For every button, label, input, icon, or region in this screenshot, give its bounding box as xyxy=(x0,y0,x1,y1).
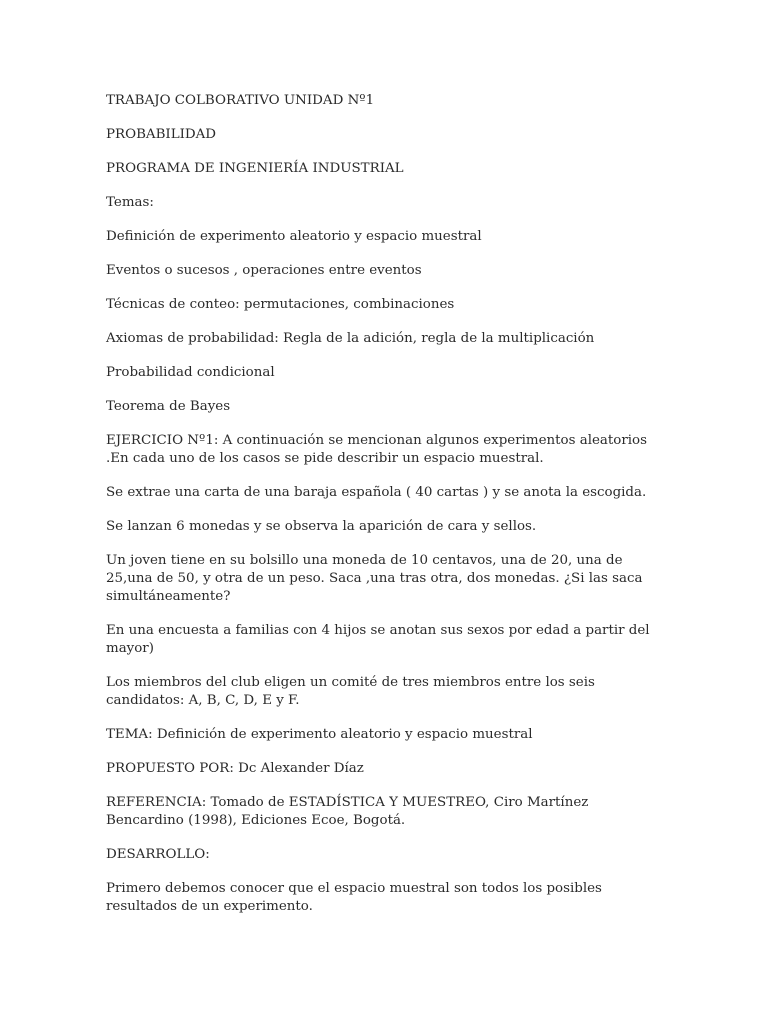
exercise-item: En una encuesta a familias con 4 hijos se anotan sus sexos por edad a partir del mayor) xyxy=(106,623,650,656)
exercise-item: Se extrae una carta de una baraja española ( 40 cartas ) y se anota la escogida. xyxy=(106,485,647,500)
exercise-item: Un joven tiene en su bolsillo una moneda de 10 centavos, una de 20, una de 25,una de 50, y otra de un peso. Saca ,una tras otra, dos monedas. ¿Si las saca simultáneamente? xyxy=(106,553,643,604)
topic-item: Axiomas de probabilidad: Regla de la adición, regla de la multiplicación xyxy=(106,331,595,346)
exercise-statement: EJERCICIO Nº1: A continuación se mencionan algunos experimentos aleatorios .En cada uno de los casos se pide describir un espacio muestral. xyxy=(106,433,647,466)
topic-item: Eventos o sucesos , operaciones entre eventos xyxy=(106,263,422,278)
theme-line: TEMA: Definición de experimento aleatorio y espacio muestral xyxy=(106,727,533,742)
topics-label: Temas: xyxy=(106,195,154,210)
document-title: TRABAJO COLBORATIVO UNIDAD Nº1 xyxy=(106,93,375,108)
reference-line: REFERENCIA: Tomado de ESTADÍSTICA Y MUESTREO, Ciro Martínez Bencardino (1998), Ediciones Ecoe, Bogotá. xyxy=(106,795,589,828)
program-heading: PROGRAMA DE INGENIERÍA INDUSTRIAL xyxy=(106,161,404,176)
exercise-item: Se lanzan 6 monedas y se observa la aparición de cara y sellos. xyxy=(106,519,537,534)
topic-item: Probabilidad condicional xyxy=(106,365,275,380)
topic-item: Técnicas de conteo: permutaciones, combinaciones xyxy=(106,297,455,312)
topic-item: Teorema de Bayes xyxy=(106,399,231,414)
author-line: PROPUESTO POR: Dc Alexander Díaz xyxy=(106,761,364,776)
subject-heading: PROBABILIDAD xyxy=(106,127,217,142)
development-text: Primero debemos conocer que el espacio muestral son todos los posibles resultados de un experimento. xyxy=(106,881,602,914)
document-body xyxy=(106,92,666,932)
topic-item: Definición de experimento aleatorio y espacio muestral xyxy=(106,229,482,244)
development-heading: DESARROLLO: xyxy=(106,847,210,862)
exercise-item: Los miembros del club eligen un comité de tres miembros entre los seis candidatos: A, B, C, D, E y F. xyxy=(106,675,595,708)
